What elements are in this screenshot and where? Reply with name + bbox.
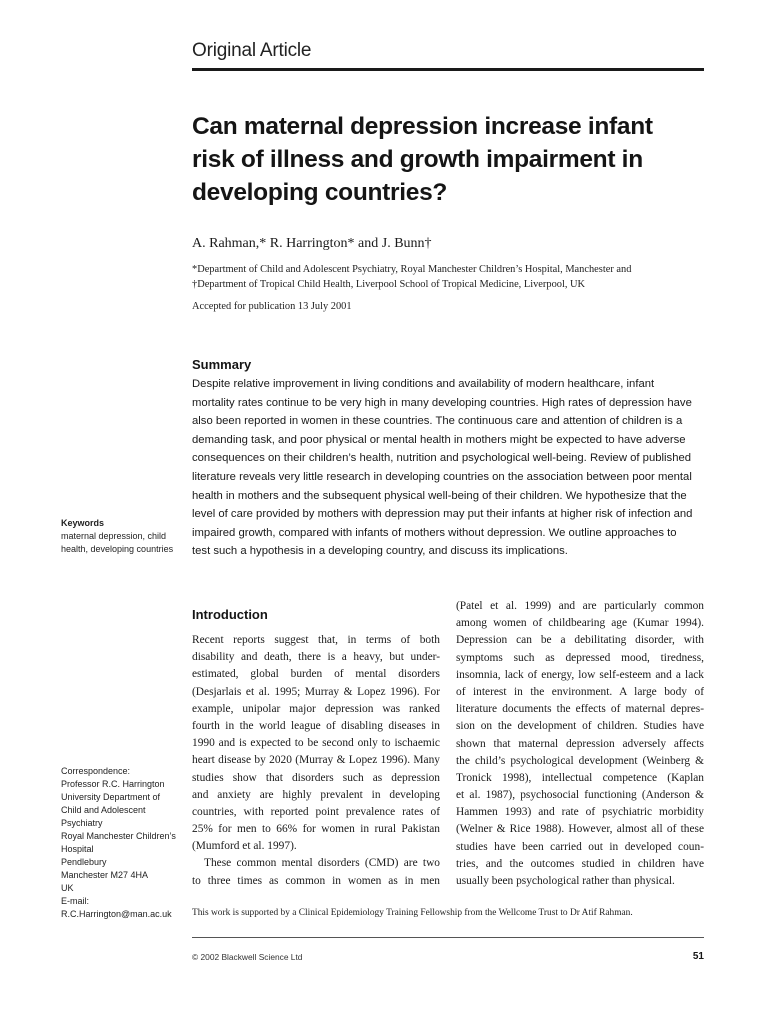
body-line: heart disease by 2020 (Murray & Lopez 1996). Many [192,754,440,767]
affiliations [192,262,631,292]
summary-line: Despite relative improvement in living conditions and availability of modern healthcare, infant [192,378,655,390]
body-line: Recent reports suggest that, in terms of both [192,634,440,646]
correspondence-line: Pendlebury [61,857,107,867]
body-line: tries, and the outcomes studied in children have [456,857,704,870]
body-line: of interest in the environment. A large body of [456,685,704,698]
body-line: (Mumford et al. 1997). [192,840,297,853]
body-line: usually been psychological rather than physical. [456,875,675,887]
body-line: estimated, global burden of mental disorders [192,668,440,681]
body-line: Hammen 1993) and rate of psychiatric morbidity [456,806,704,819]
body-line: shown that maternal depression adversely affects [456,737,704,750]
title-line: risk of illness and growth impairment in [192,146,643,173]
body-line: example, unipolar major depression was ranked [192,702,440,715]
body-line: fourth in the world league of disabling diseases in [192,719,440,732]
header-rule [192,68,704,71]
body-line: (Desjarlais et al. 1995; Murray & Lopez 1996). For [192,685,440,698]
body-line: 1990 and is expected to be second only to ischaemic [192,737,440,750]
keywords-line: maternal depression, child [61,531,167,541]
body-line: the child’s psychological development (Weinberg & [456,754,704,767]
body-line: studies have been carried out in developed coun- [456,840,704,853]
section-label: Original Article [192,40,312,61]
body-line: These common mental disorders (CMD) are two [204,857,440,870]
page-number: 51 [692,951,704,962]
funding-footnote: This work is supported by a Clinical Epidemiology Training Fellowship from the Wellcome Trust to Dr Atif Rahman. [192,908,633,918]
correspondence-line: Professor R.C. Harrington [61,779,165,789]
body-line: to three times as common in women as in men [192,874,440,887]
summary-line: literature reveals very little research in developing countries on the association between poor mental [192,470,692,483]
correspondence-line: UK [61,883,74,893]
summary-line: impaired growth, compared with infants of mothers without depression. We outline approaches to [192,526,677,539]
summary-line: also been reported in women in these countries. The continuous care and attention of children is a [192,415,683,428]
summary-line: test such a hypothesis in a developing country, and discuss its implications. [192,545,568,558]
title-line: Can maternal depression increase infant [192,113,653,140]
body-line: sion on the development of children. Studies have [456,720,704,733]
summary-line: mortality rates continue to be very high in many developing countries. High rates of depression have [192,396,692,409]
body-column-left [192,632,440,890]
correspondence-email[interactable]: R.C.Harrington@man.ac.uk [61,909,172,919]
author-list: A. Rahman,* R. Harrington* and J. Bunn† [192,236,432,251]
title-line: developing countries? [192,179,448,206]
body-column-right [456,598,704,890]
accepted-date: Accepted for publication 13 July 2001 [192,301,352,312]
article-title [192,110,712,209]
body-line: symptoms such as depressed mood, tiredness, [456,651,704,664]
body-line: et al. 1987), psychosocial functioning (Anderson & [456,789,704,802]
body-line: countries, with reported point prevalence rates of [192,805,440,818]
body-line: (Patel et al. 1999) and are particularly common [456,600,704,612]
body-line: among women of childbearing age (Kumar 1994). [456,617,704,630]
summary-body [192,375,707,561]
correspondence-line: Correspondence: [61,766,131,776]
summary-line: level of care provided by mothers with depression may put their infants at higher risk of infection and [192,508,693,521]
correspondence-line: Manchester M27 4HA [61,870,149,880]
body-line: (Welner & Rice 1988). However, almost all of these [456,823,704,836]
body-line: disability and death, there is a heavy, but under- [192,651,440,664]
body-line: 25% for men to 66% for women in rural Pakistan [192,823,440,836]
footer-rule [192,937,704,938]
correspondence-block [61,765,176,921]
affiliation-line: †Department of Tropical Child Health, Liverpool School of Tropical Medicine, Liverpool, UK [192,279,586,290]
body-line: Depression can be a debilitating disorder, with [456,634,704,647]
summary-line: health in mothers and the subsequent physical well-being of their children. We hypothesize that the [192,489,687,502]
body-line: insomnia, lack of energy, low self-esteem and a lack [456,668,704,681]
keywords-block [61,517,173,556]
introduction-heading: Introduction [192,607,268,622]
correspondence-line: Hospital [61,844,94,854]
correspondence-line: E-mail: [61,896,90,906]
affiliation-line: *Department of Child and Adolescent Psychiatry, Royal Manchester Children’s Hospital, Manchester and [192,264,632,275]
keywords-line: health, developing countries [61,544,174,554]
body-line: studies show that disorders such as depression [192,771,440,784]
summary-line: demanding task, and poor physical or mental health in mothers might be expected to have adverse [192,433,686,446]
body-line: literature documents the effects of maternal depres- [456,703,704,716]
body-line: Tronick 1998), intellectual competence (Kaplan [456,771,704,784]
summary-line: consequences on their children’s health, nutrition and psychological well-being. Review of published [192,452,692,465]
correspondence-line: University Department of [61,792,161,802]
summary-heading: Summary [192,357,252,372]
correspondence-line: Royal Manchester Children’s [61,831,176,841]
copyright-notice: © 2002 Blackwell Science Ltd [192,952,303,962]
correspondence-line: Psychiatry [61,818,103,828]
body-line: and anxiety are highly prevalent in developing [192,788,440,801]
correspondence-line: Child and Adolescent [61,805,146,815]
keywords-heading: Keywords [61,518,105,528]
